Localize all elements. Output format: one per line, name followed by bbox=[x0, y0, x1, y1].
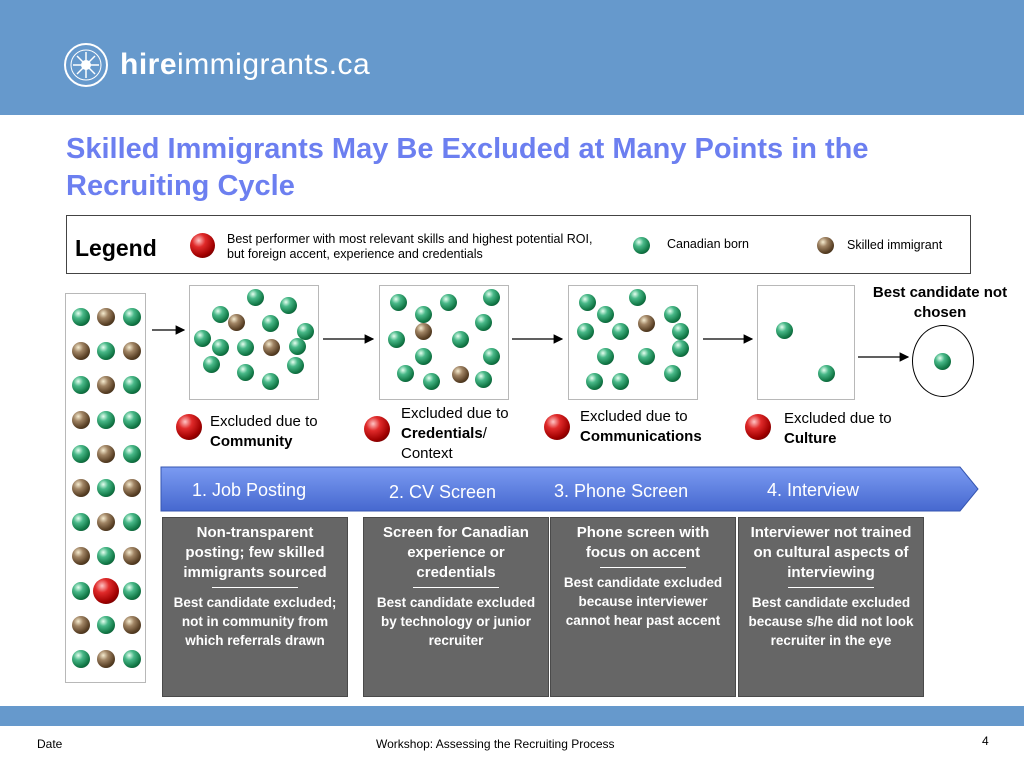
stage-sub-text: Best candidate excluded; not in community from which referrals drawn bbox=[173, 595, 337, 648]
divider bbox=[788, 587, 874, 588]
excluded-red-ball-icon bbox=[364, 416, 390, 442]
stage-main-text: Screen for Canadian experience or credentials bbox=[383, 524, 529, 581]
legend-red-text: Best performer with most relevant skills and highest potential ROI, but foreign accent, experience and credentials bbox=[227, 232, 593, 261]
stage-main-text: Non-transparent posting; few skilled immigrants sourced bbox=[183, 524, 327, 581]
legend-title: Legend bbox=[75, 235, 157, 261]
divider bbox=[600, 567, 686, 568]
stage-main-text: Interviewer not trained on cultural aspects of interviewing bbox=[750, 524, 912, 581]
stage-label-interview: 4. Interview bbox=[767, 480, 860, 500]
best-candidate-circle bbox=[912, 325, 974, 397]
stage-sub-text: Best candidate excluded because interviewer cannot hear past accent bbox=[563, 575, 723, 628]
stage-box-phone-screen bbox=[550, 517, 736, 697]
exclusion-communications: Excluded due to Communications bbox=[580, 408, 702, 445]
logo-rest: immigrants.ca bbox=[177, 48, 371, 81]
logo-bold: hire bbox=[120, 48, 178, 81]
best-candidate-label: Best candidate not chosen bbox=[872, 284, 1008, 321]
stage-label-job-posting: 1. Job Posting bbox=[192, 480, 307, 500]
footer-bar bbox=[0, 706, 1024, 726]
stage-box-cv-screen bbox=[363, 517, 549, 697]
legend-green-text: Canadian born bbox=[667, 237, 750, 251]
excluded-red-ball-icon bbox=[745, 414, 771, 440]
divider bbox=[212, 587, 298, 588]
stage-sub-text: Best candidate excluded by technology or junior recruiter bbox=[376, 595, 536, 648]
slide-title: Skilled Immigrants May Be Excluded at Many Points in the Recruiting Cycle bbox=[66, 133, 869, 202]
footer-center: Workshop: Assessing the Recruiting Process bbox=[376, 737, 615, 751]
stage-sub-text: Best candidate excluded because s/he did not look recruiter in the eye bbox=[748, 595, 914, 648]
exclusion-community: Excluded due to Community bbox=[210, 413, 318, 450]
stage-box-interview bbox=[738, 517, 924, 697]
exclusion-credentials: Excluded due to Credentials/ Context bbox=[401, 405, 509, 462]
footer-date: Date bbox=[37, 737, 63, 751]
excluded-red-ball-icon bbox=[176, 414, 202, 440]
divider bbox=[413, 587, 499, 588]
page-number: 4 bbox=[982, 734, 989, 748]
stage-label-cv-screen: 2. CV Screen bbox=[389, 482, 497, 502]
legend-brown-text: Skilled immigrant bbox=[847, 238, 943, 252]
stage-main-text: Phone screen with focus on accent bbox=[576, 524, 710, 561]
chosen-candidate-ball-icon bbox=[934, 353, 951, 370]
stage-label-phone-screen: 3. Phone Screen bbox=[554, 481, 689, 501]
excluded-red-ball-icon bbox=[544, 414, 570, 440]
exclusion-culture: Excluded due to Culture bbox=[784, 410, 892, 447]
stage-box-job-posting bbox=[162, 517, 348, 697]
